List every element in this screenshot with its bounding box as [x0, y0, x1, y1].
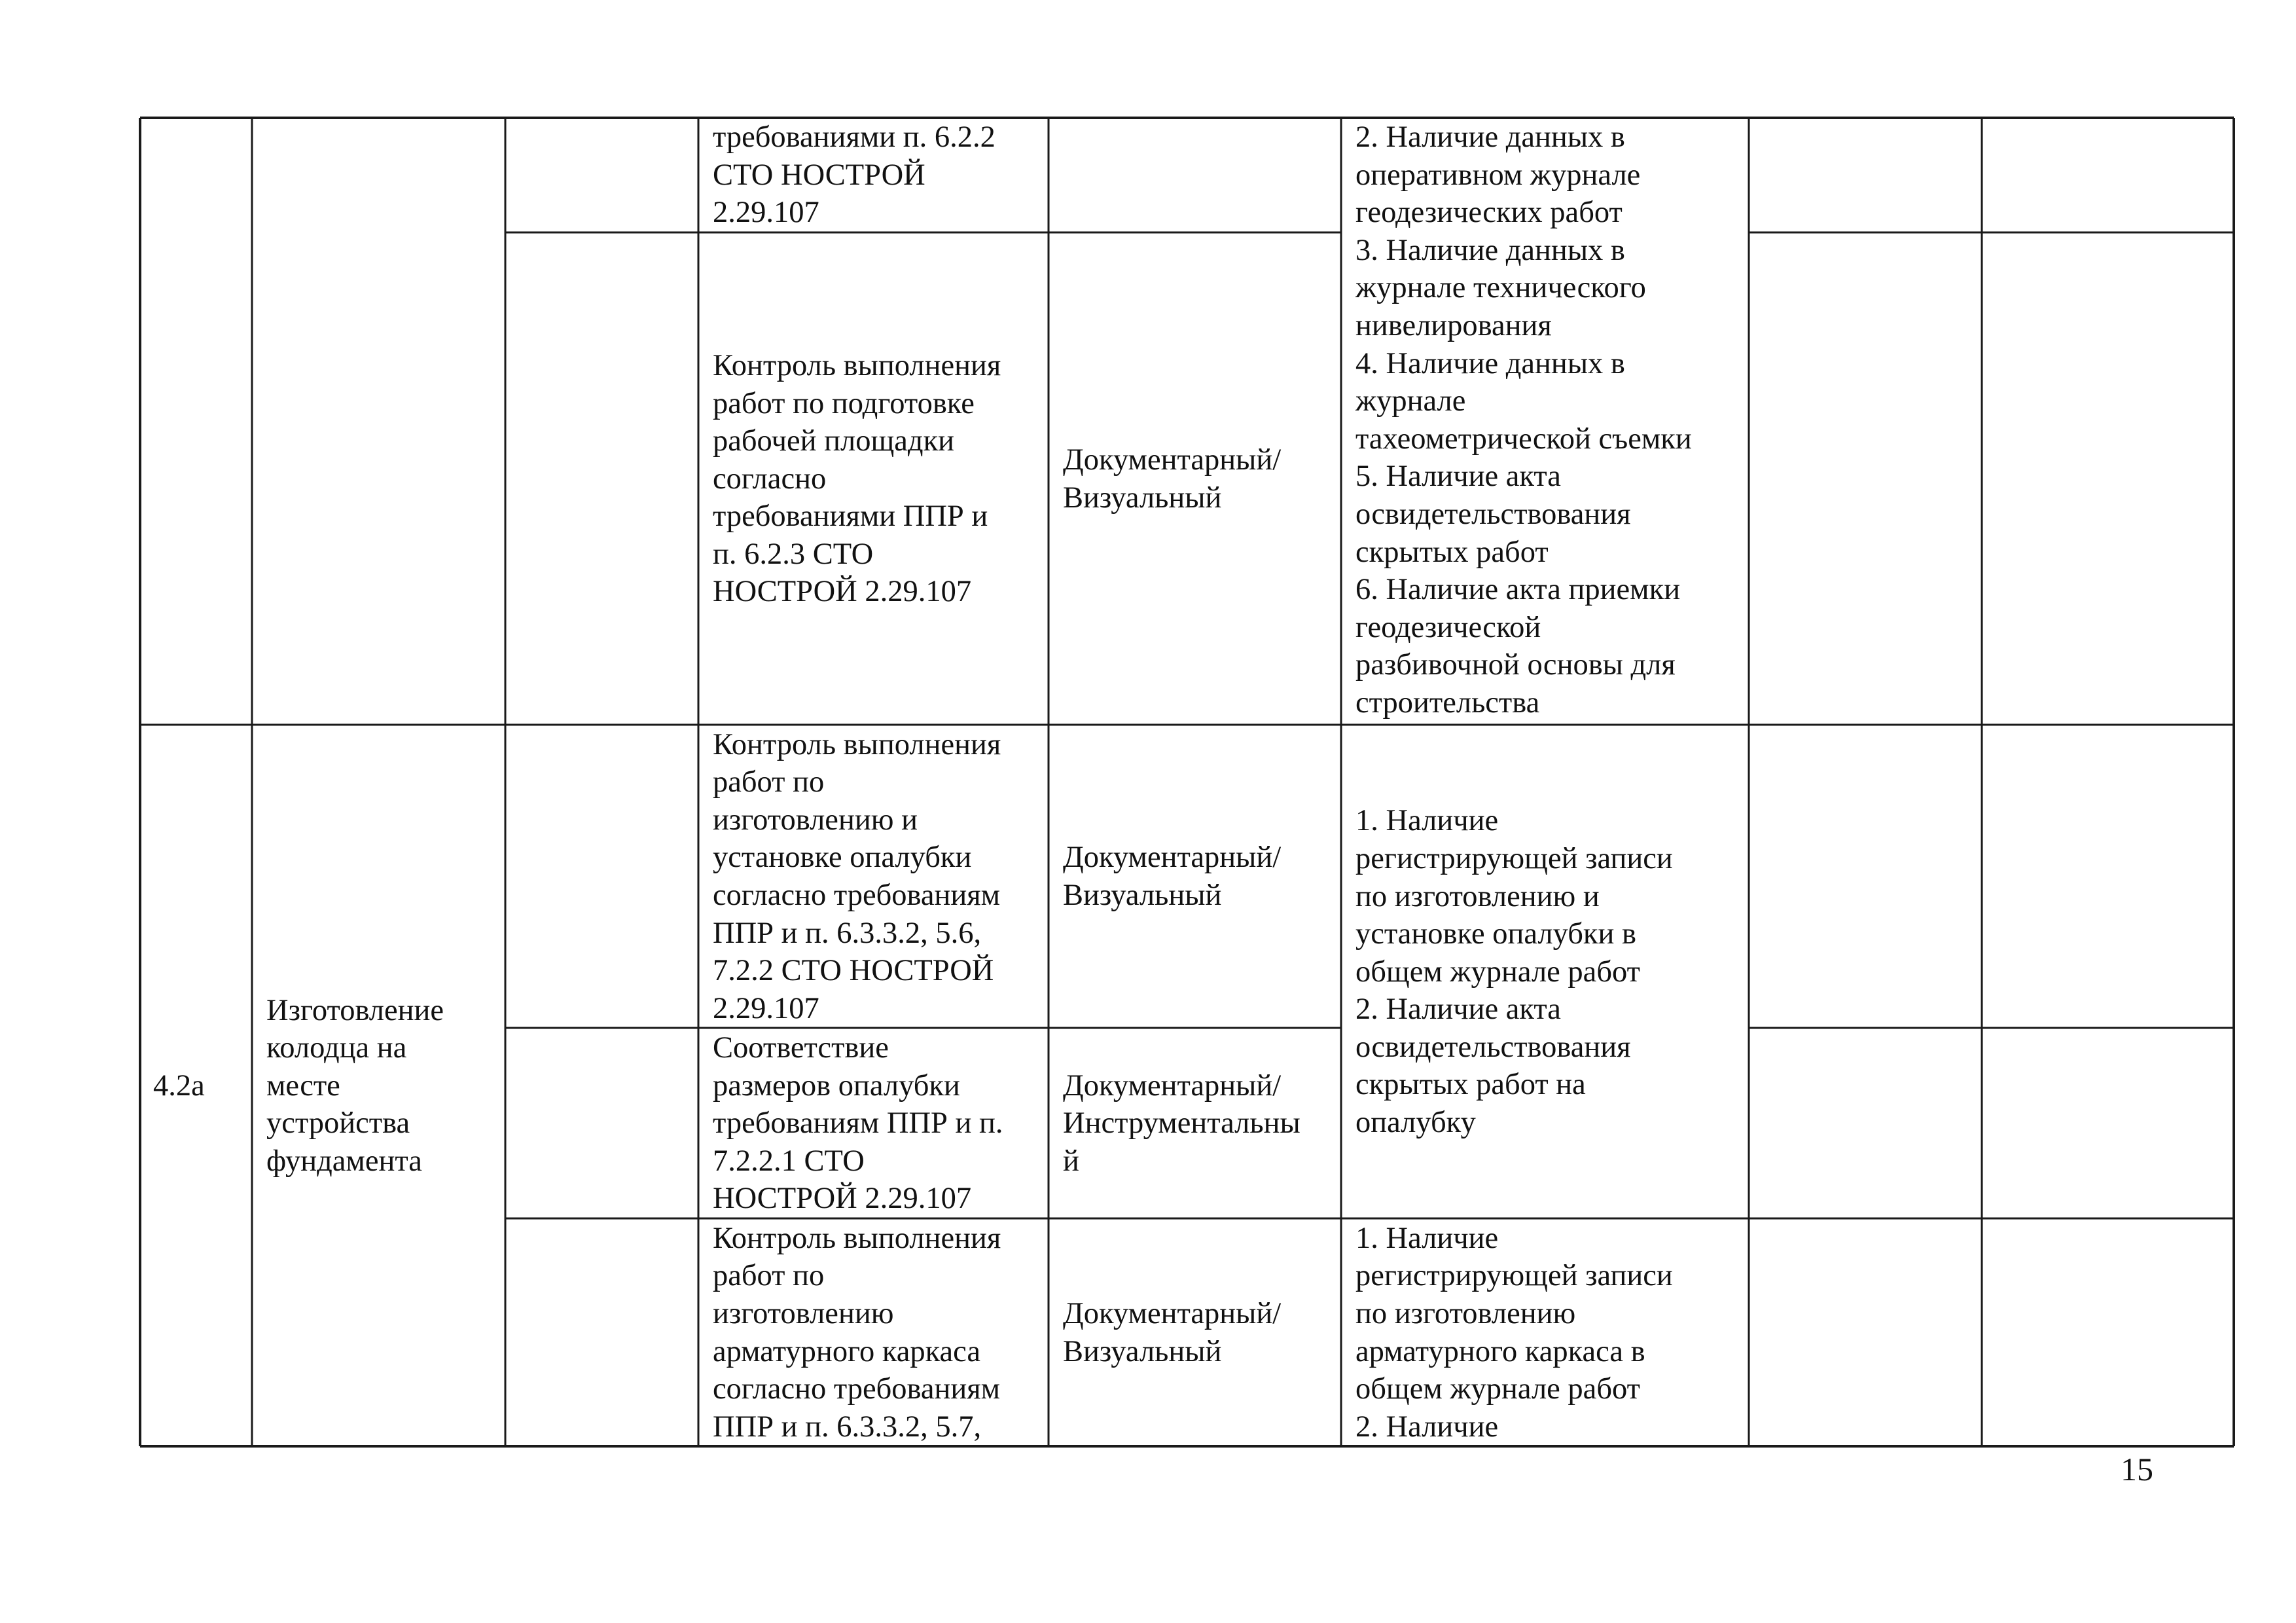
control-text-cell: Соответствие размеров опалубки требованиям ППР и п. 7.2.2.1 СТО НОСТРОЙ 2.29.107	[713, 1031, 1003, 1216]
control-text-cell: Контроль выполнения работ по подготовке рабочей площадки согласно требованиями ППР и п. 6.2.3 СТО НОСТРОЙ 2.29.107	[713, 348, 1001, 609]
control-method-cell: Документарный/ Визуальный	[1063, 443, 1282, 515]
control-text-cell: Контроль выполнения работ по изготовлению и установке опалубки согласно требованиям ППР и п. 6.3.3.2, 5.6, 7.2.2 СТО НОСТРОЙ 2.29.107	[713, 727, 1001, 1025]
control-text-cell: Контроль выполнения работ по изготовлению арматурного каркаса согласно требованиям ППР и п. 6.3.3.2, 5.7,	[713, 1221, 1001, 1444]
documentation-cell: 1. Наличие регистрирующей записи по изготовлению и установке опалубки в общем журнале работ 2. Наличие акта освидетельствования скрытых работ на опалубку	[1355, 804, 1673, 1140]
control-method-cell: Документарный/ Визуальный	[1063, 841, 1282, 912]
stage-name-cell: Изготовление колодца на месте устройства фундамента	[266, 993, 444, 1178]
control-method-cell: Документарный/ Визуальный	[1063, 1296, 1282, 1368]
page-number: 15	[2121, 1451, 2153, 1487]
control-text-cell: требованиями п. 6.2.2 СТО НОСТРОЙ 2.29.107	[713, 120, 996, 230]
row-number-cell: 4.2а	[153, 1068, 205, 1103]
control-method-cell: Документарный/ Инструментальны й	[1063, 1068, 1300, 1178]
control-method-cell	[1049, 119, 1341, 232]
documentation-cell: 1. Наличие регистрирующей записи по изготовлению арматурного каркаса в общем журнале работ 2. Наличие	[1355, 1221, 1673, 1444]
documentation-cell: 2. Наличие данных в оперативном журнале геодезических работ 3. Наличие данных в журнале технического нивелирования 4. Наличие данных в журнале тахеометрической съемки 5. Наличие акта освидетельствования скрытых работ 6. Наличие акта приемки геодезической разбивочной основы для строительства	[1355, 120, 1692, 720]
